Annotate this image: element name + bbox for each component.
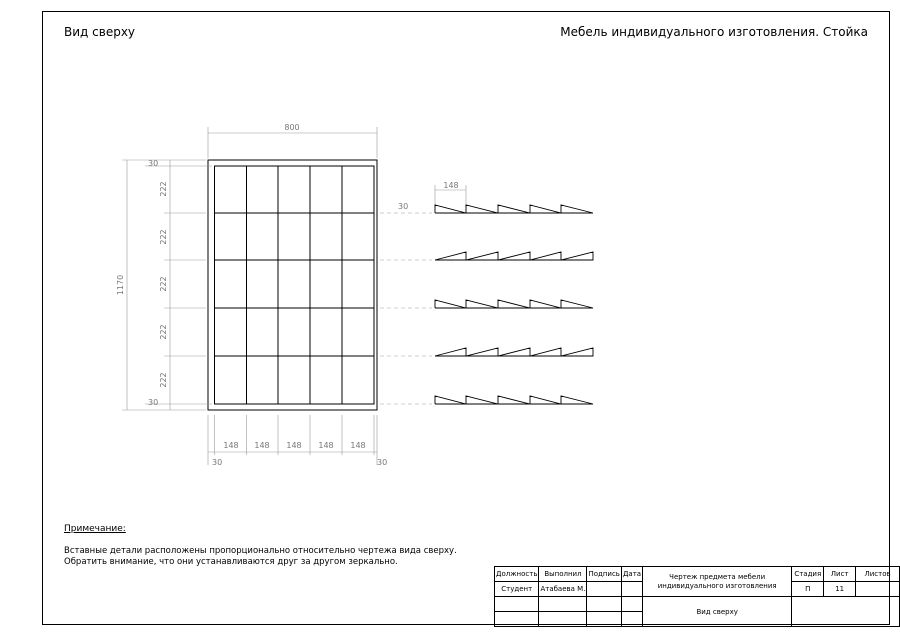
dim-overall-height: 1170: [116, 274, 125, 296]
outer-frame: [208, 160, 377, 410]
tb-col-position: Должность: [495, 567, 539, 582]
dim-insert-frame: 30: [398, 202, 409, 211]
tb-stage-label: Стадия: [792, 567, 824, 582]
tb-col-signature: Подпись: [587, 567, 622, 582]
dim-overall-width: 800: [284, 123, 300, 132]
tb-empty-cell: [539, 612, 587, 627]
tb-row-performer: Атабаева М.: [539, 582, 587, 597]
insert-details: [435, 205, 593, 404]
tb-empty-cell: [539, 597, 587, 612]
dim-cell-1: 148: [223, 441, 239, 450]
tb-org-cell: [792, 597, 900, 627]
dim-row-1: 222: [159, 181, 168, 197]
insert-row-4: [435, 348, 593, 356]
inner-frame: [215, 166, 375, 404]
dim-cell-3: 148: [286, 441, 302, 450]
tb-empty-cell: [587, 597, 622, 612]
note-title: Примечание:: [64, 524, 126, 534]
tb-view-name: Вид сверху: [643, 597, 792, 627]
dim-frame-bottom: 30: [148, 398, 159, 407]
tb-empty-cell: [495, 597, 539, 612]
tb-sheet-label: Лист: [824, 567, 856, 582]
dim-row-5: 222: [159, 372, 168, 388]
projection-lines: [380, 213, 432, 404]
tb-sheet-value: 11: [824, 582, 856, 597]
top-view-frame: [208, 160, 377, 410]
tb-row-position: Студент: [495, 582, 539, 597]
note-line-2: Обратить внимание, что они устанавливаются друг за другом зеркально.: [64, 557, 398, 567]
grid-verticals: [247, 166, 343, 404]
tb-stage-value: П: [792, 582, 824, 597]
tb-drawing-name: Чертеж предмета мебели индивидуального изготовления: [643, 567, 792, 597]
dim-frame-left: 30: [212, 458, 223, 467]
insert-row-5: [435, 396, 593, 404]
tb-col-performed: Выполнил: [539, 567, 587, 582]
title-block: [494, 566, 900, 627]
dim-insert-width: 148: [443, 181, 459, 190]
dim-cell-4: 148: [318, 441, 334, 450]
insert-row-3: [435, 300, 593, 308]
sheet-title: Мебель индивидуального изготовления. Стойка: [560, 25, 868, 39]
dim-row-2: 222: [159, 229, 168, 245]
dimension-lines: [122, 127, 377, 465]
tb-row-date: [621, 582, 642, 597]
note-line-1: Вставные детали расположены пропорционально относительно чертежа вида сверху.: [64, 546, 457, 556]
dim-cell-5: 148: [350, 441, 366, 450]
tb-empty-cell: [495, 612, 539, 627]
tb-sheets-label: Листов: [856, 567, 900, 582]
tb-row-signature: [587, 582, 622, 597]
tb-empty-cell: [621, 597, 642, 612]
dim-cell-2: 148: [254, 441, 270, 450]
view-title: Вид сверху: [64, 25, 136, 39]
tb-sheets-value: [856, 582, 900, 597]
note-text: [64, 546, 457, 568]
grid-horizontals: [215, 213, 375, 356]
dim-frame-top: 30: [148, 159, 159, 168]
tb-col-date: Дата: [621, 567, 642, 582]
insert-row-2: [435, 252, 593, 260]
dim-row-4: 222: [159, 324, 168, 340]
dim-frame-right: 30: [377, 458, 388, 467]
tb-empty-cell: [621, 612, 642, 627]
insert-row-1: [435, 205, 593, 213]
tb-empty-cell: [587, 612, 622, 627]
dim-row-3: 222: [159, 276, 168, 292]
